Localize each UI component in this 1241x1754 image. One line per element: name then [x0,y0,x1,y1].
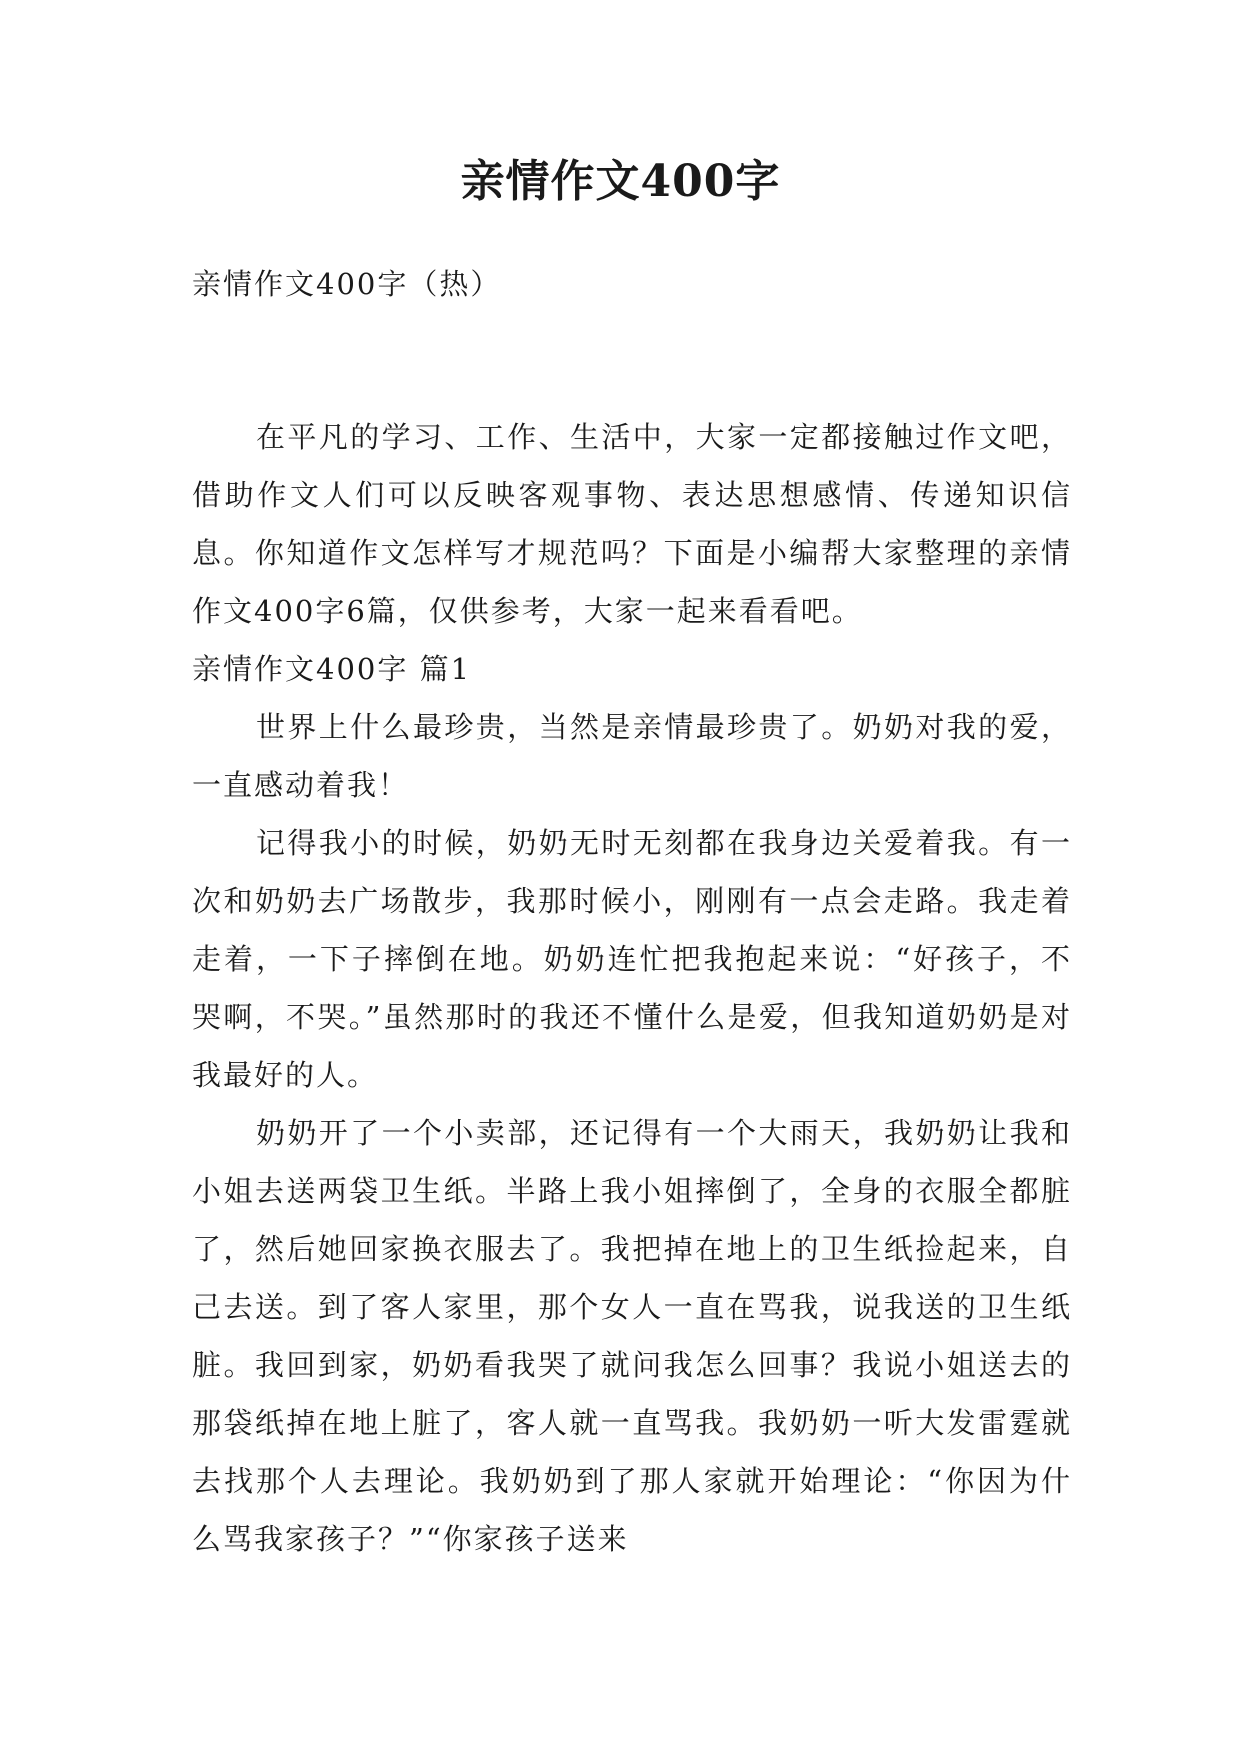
body-paragraph: 奶奶开了一个小卖部，还记得有一个大雨天，我奶奶让我和小姐去送两袋卫生纸。半路上我小姐摔倒了，全身的衣服全都脏了，然后她回家换衣服去了。我把掉在地上的卫生纸捡起来，自己去送。到了客人家里，那个女人一直在骂我，说我送的卫生纸脏。我回到家，奶奶看我哭了就问我怎么回事？我说小姐送去的那袋纸掉在地上脏了，客人就一直骂我。我奶奶一听大发雷霆就去找那个人去理论。我奶奶到了那人家就开始理论：“你因为什么骂我家孩子？”“你家孩子送来 [192,1116,1072,1556]
body-paragraph: 记得我小的时候，奶奶无时无刻都在我身边关爱着我。有一次和奶奶去广场散步，我那时候小，刚刚有一点会走路。我走着走着，一下子摔倒在地。奶奶连忙把我抱起来说：“好孩子，不哭啊，不哭。”虽然那时的我还不懂什么是爱，但我知道奶奶是对我最好的人。 [192,826,1072,1092]
article-heading: 亲情作文400字 篇1 [192,652,472,686]
document-subtitle: 亲情作文400字（热） [192,267,502,301]
intro-paragraph: 在平凡的学习、工作、生活中，大家一定都接触过作文吧，借助作文人们可以反映客观事物、表达思想感情、传递知识信息。你知道作文怎样写才规范吗？下面是小编帮大家整理的亲情作文400字6篇，仅供参考，大家一起来看看吧。 [192,420,1072,628]
document-body [192,408,1072,1568]
body-paragraph: 世界上什么最珍贵，当然是亲情最珍贵了。奶奶对我的爱，一直感动着我！ [192,710,1072,802]
document-title: 亲情作文400字 [460,156,781,207]
